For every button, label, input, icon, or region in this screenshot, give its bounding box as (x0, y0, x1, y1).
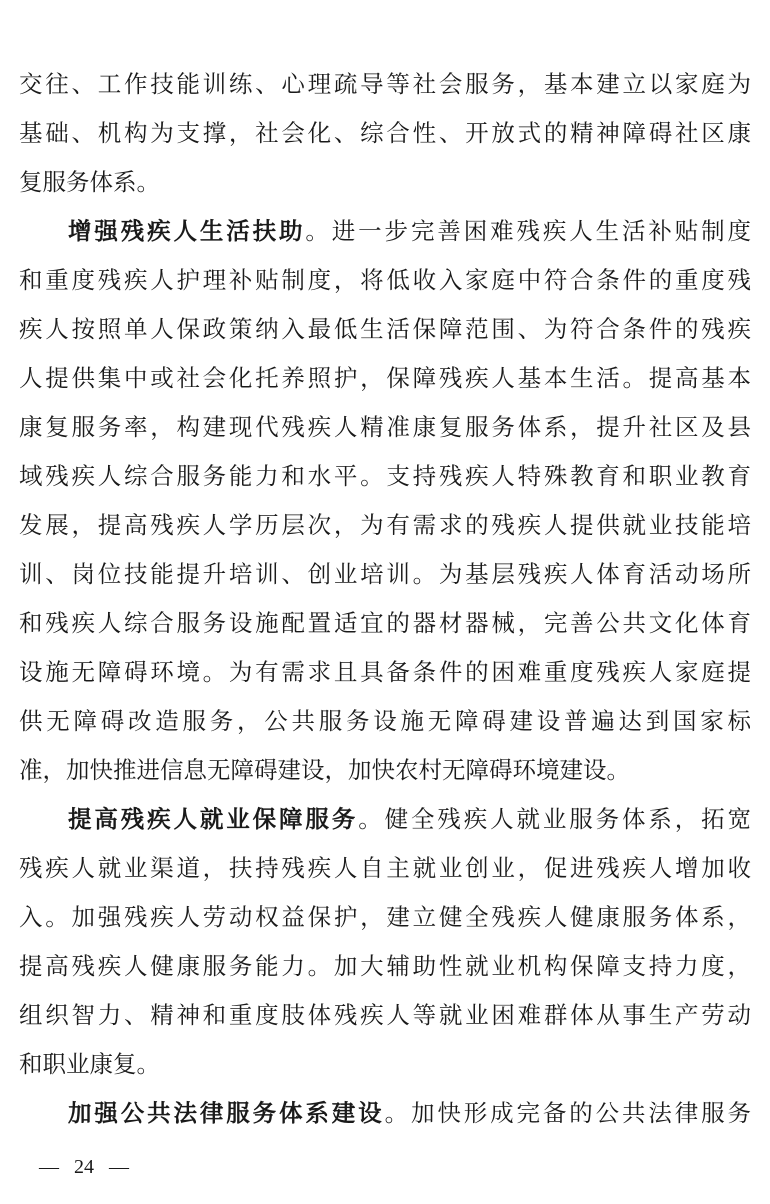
paragraph-first-line (68, 1098, 751, 1128)
paragraph-text: 。加快形成完备的公共法律服务 (384, 1099, 752, 1127)
text-line: 残疾人就业渠道，扶持残疾人自主就业创业，促进残疾人增加收 (19, 854, 751, 882)
footer-dash-right: — (109, 1156, 129, 1178)
paragraph-first-line (68, 216, 751, 246)
paragraph-first-line (68, 804, 751, 834)
paragraph-text: 。健全残疾人就业服务体系，拓宽 (358, 805, 752, 833)
section-heading: 加强公共法律服务体系建设 (68, 1099, 385, 1127)
text-line: 复服务体系。 (19, 168, 160, 196)
section-heading: 提高残疾人就业保障服务 (68, 805, 359, 833)
text-line: 康复服务率，构建现代残疾人精准康复服务体系，提升社区及县 (19, 413, 751, 441)
text-line: 和残疾人综合服务设施配置适宜的器材器械，完善公共文化体育 (19, 609, 751, 637)
text-line: 训、岗位技能提升培训、创业培训。为基层残疾人体育活动场所 (19, 560, 751, 588)
text-line: 交往、工作技能训练、心理疏导等社会服务，基本建立以家庭为 (19, 70, 751, 98)
text-line: 域残疾人综合服务能力和水平。支持残疾人特殊教育和职业教育 (19, 462, 751, 490)
text-line: 发展，提高残疾人学历层次，为有需求的残疾人提供就业技能培 (19, 511, 751, 539)
section-heading: 增强残疾人生活扶助 (68, 217, 306, 245)
text-line: 提高残疾人健康服务能力。加大辅助性就业机构保障支持力度， (19, 952, 751, 980)
text-line: 和职业康复。 (19, 1050, 160, 1078)
page-footer (36, 1154, 132, 1180)
text-line: 准，加快推进信息无障碍建设，加快农村无障碍环境建设。 (19, 756, 630, 784)
text-line: 入。加强残疾人劳动权益保护，建立健全残疾人健康服务体系， (19, 903, 751, 931)
text-line: 供无障碍改造服务，公共服务设施无障碍建设普遍达到国家标 (19, 707, 751, 735)
paragraph-text: 。进一步完善困难残疾人生活补贴制度 (305, 217, 752, 245)
page-number: 24 (74, 1156, 94, 1178)
text-line: 人提供集中或社会化托养照护，保障残疾人基本生活。提高基本 (19, 364, 751, 392)
text-line: 疾人按照单人保政策纳入最低生活保障范围、为符合条件的残疾 (19, 315, 751, 343)
text-line: 基础、机构为支撑，社会化、综合性、开放式的精神障碍社区康 (19, 119, 751, 147)
text-line: 组织智力、精神和重度肢体残疾人等就业困难群体从事生产劳动 (19, 1001, 751, 1029)
footer-dash-left: — (39, 1156, 59, 1178)
text-line: 和重度残疾人护理补贴制度，将低收入家庭中符合条件的重度残 (19, 266, 751, 294)
text-line: 设施无障碍环境。为有需求且具备条件的困难重度残疾人家庭提 (19, 658, 751, 686)
